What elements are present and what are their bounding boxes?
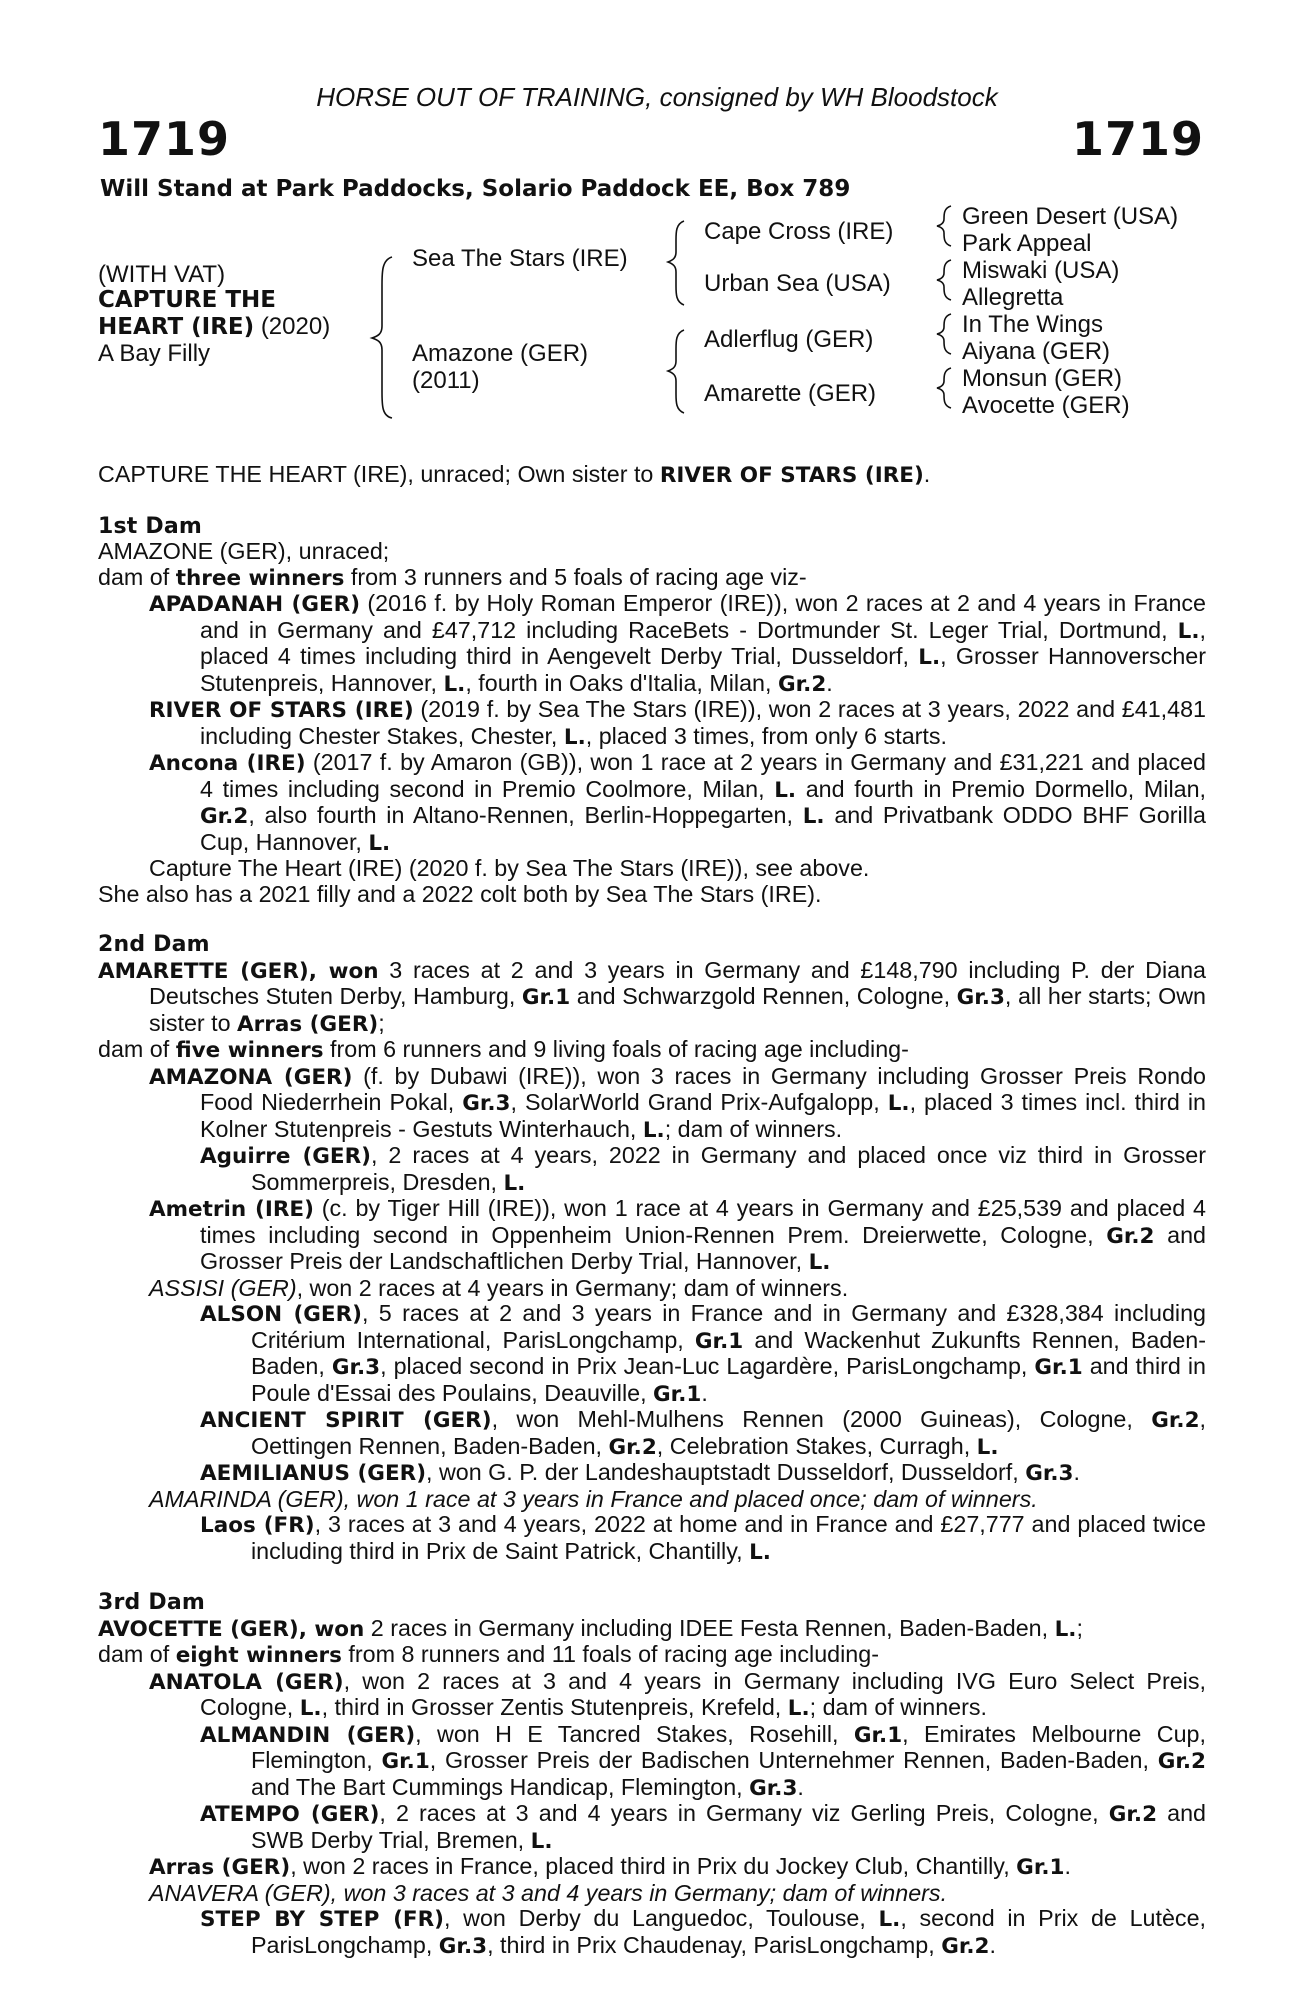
entry-aguirre: Aguirre (GER), 2 races at 4 years, 2022 in Germany and placed once viz third in Grosser Sommerpreis, Dresden, L. — [200, 1142, 1206, 1196]
ancestor-ssd: Park Appeal — [962, 230, 1092, 257]
catalogue-notes — [98, 462, 1206, 1959]
entry-apadanah: APADANAH (GER) (2016 f. by Holy Roman Emperor (IRE)), won 2 races at 2 and 4 years in France and in Germany and £47,712 including RaceBets - Dortmunder St. Leger Trial, Dortmund, L., placed 4 times including third in Aengevelt Derby Trial, Dusseldorf, L., Grosser Hannoverscher Stutenpreis, Hannover, L., fourth in Oaks d'Italia, Milan, Gr.2. — [149, 590, 1207, 697]
first-dam-heading: 1st Dam — [98, 513, 203, 539]
entry-avocette: AVOCETTE (GER), won 2 races in Germany including IDEE Festa Rennen, Baden-Baden, L.; — [98, 1614, 1083, 1642]
intro-end: . — [923, 461, 931, 487]
entry-anavera: ANAVERA (GER), won 3 races at 3 and 4 years in Germany; dam of winners. — [149, 1879, 948, 1906]
brace-urban-sea — [937, 260, 951, 300]
entry-anatola: ANATOLA (GER), won 2 races at 3 and 4 years in Germany including IVG Euro Select Preis, Cologne, L., third in Grosser Zentis Stutenpreis, Krefeld, L.; dam of winners. — [149, 1667, 1206, 1721]
intro-line — [98, 462, 1206, 489]
entry-amazona: AMAZONA (GER) (f. by Dubawi (IRE)), won 3 races in Germany including Grosser Preis Rondo Food Niederrhein Pokal, Gr.3, SolarWorld Grand Prix-Aufgalopp, L., placed 3 times incl. third in Kolner Stutenpreis - Gestuts Winterhauch, L.; dam of winners. — [149, 1062, 1206, 1143]
main-brace — [372, 257, 392, 418]
second-dam-heading: 2nd Dam — [98, 932, 210, 957]
entry-amarette: AMARETTE (GER), won 3 races at 2 and 3 years in Germany and £148,790 including P. der Diana Deutsches Stuten Derby, Hamburg, Gr.1 and Schwarzgold Rennen, Cologne, Gr.3, all her starts; Own sister to Arras (GER); — [98, 956, 1206, 1037]
horse-name-line2-row — [98, 313, 330, 341]
sire-sire: Cape Cross (IRE) — [704, 218, 894, 245]
intro-sister: RIVER OF STARS (IRE) — [659, 463, 924, 488]
entry-laos: Laos (FR), 3 races at 3 and 4 years, 2022 at home and in France and £27,777 and placed twice including third in Prix de Saint Patrick, Chantilly, L. — [200, 1511, 1207, 1565]
entry-step-by-step: STEP BY STEP (FR), won Derby du Languedoc, Toulouse, L., second in Prix de Lutèce, ParisLongchamp, Gr.3, third in Prix Chaudenay, ParisLongchamp, Gr.2. — [200, 1905, 1206, 1959]
first-dam-also: She also has a 2021 filly and a 2022 colt both by Sea The Stars (IRE). — [98, 880, 822, 907]
first-dam-line: AMAZONE (GER), unraced; — [98, 538, 390, 564]
consignment-line: HORSE OUT OF TRAINING, consigned by WH Bloodstock — [316, 82, 998, 112]
brace-amarette — [937, 368, 951, 408]
entry-alson: ALSON (GER), 5 races at 2 and 3 years in France and in Germany and £328,384 including Critérium International, ParisLongchamp, Gr.1 and Wackenhut Zukunfts Rennen, Baden-Baden, Gr.3, placed second in Prix Jean-Luc Lagardère, ParisLongchamp, Gr.1 and third in Poule d'Essai des Poulains, Deauville, Gr.1. — [200, 1300, 1206, 1407]
ancestor-dds: Monsun (GER) — [962, 365, 1123, 392]
second-dam-produce: dam of five winners from 6 runners and 9 living foals of racing age including- — [98, 1036, 909, 1063]
entry-river-of-stars: RIVER OF STARS (IRE) (2019 f. by Sea The Stars (IRE)), won 2 races at 3 years, 2022 and £41,481 including Chester Stakes, Chester, L., placed 3 times, from only 6 starts. — [149, 696, 1206, 750]
sire-brace — [668, 221, 684, 305]
horse-name-line2: HEART (IRE) — [98, 314, 255, 340]
entry-arras: Arras (GER), won 2 races in France, placed third in Prix du Jockey Club, Chantilly, Gr.1. — [149, 1853, 1071, 1880]
dam-dam: Amarette (GER) — [704, 380, 877, 407]
vat-label: (WITH VAT) — [98, 261, 226, 288]
sire-dam: Urban Sea (USA) — [704, 270, 891, 297]
entry-atempo: ATEMPO (GER), 2 races at 3 and 4 years in Germany viz Gerling Preis, Cologne, Gr.2 and SWB Derby Trial, Bremen, L. — [200, 1800, 1207, 1854]
first-dam-produce: dam of three winners from 3 runners and 5 foals of racing age viz- — [98, 563, 807, 591]
stand-location: Will Stand at Park Paddocks, Solario Paddock EE, Box 789 — [100, 176, 851, 202]
ancestor-sds: Miswaki (USA) — [962, 257, 1120, 284]
lot-number-right: 1719 — [1071, 112, 1204, 166]
horse-name-line1: CAPTURE THE — [98, 287, 276, 313]
sire-name: Sea The Stars (IRE) — [412, 245, 628, 272]
entry-ametrin: Ametrin (IRE) (c. by Tiger Hill (IRE)), won 1 race at 4 years in Germany and £25,539 and placed 4 times including second in Oppenheim Union-Rennen Prem. Dreierwette, Cologne, Gr.2 and Grosser Preis der Landschaftlichen Derby Trial, Hannover, L. — [149, 1195, 1206, 1275]
dam-sire: Adlerflug (GER) — [704, 326, 874, 353]
ancestor-sdd: Allegretta — [962, 284, 1064, 311]
third-dam-heading: 3rd Dam — [98, 1590, 205, 1615]
intro-text: CAPTURE THE HEART (IRE), unraced; Own sister to — [98, 461, 660, 487]
ancestor-dss: In The Wings — [962, 311, 1103, 338]
entry-ancient-spirit: ANCIENT SPIRIT (GER), won Mehl-Mulhens Rennen (2000 Guineas), Cologne, Gr.2, Oettingen Rennen, Baden-Baden, Gr.2, Celebration Stakes, Curragh, L. — [200, 1406, 1207, 1460]
dam-year: (2011) — [412, 367, 480, 394]
horse-description: A Bay Filly — [98, 340, 211, 367]
lot-number-left: 1719 — [98, 112, 231, 166]
ancestor-sss: Green Desert (USA) — [962, 203, 1179, 230]
entry-ancona: Ancona (IRE) (2017 f. by Amaron (GB)), won 1 race at 2 years in Germany and £31,221 and placed 4 times including second in Premio Coolmore, Milan, L. and fourth in Premio Dormello, Milan, Gr.2, also fourth in Altano-Rennen, Berlin-Hoppegarten, L. and Privatbank ODDO BHF Gorilla Cup, Hannover, L. — [149, 749, 1206, 856]
ancestor-ddd: Avocette (GER) — [962, 392, 1130, 419]
brace-cape-cross — [937, 206, 951, 246]
third-dam-produce: dam of eight winners from 8 runners and 11 foals of racing age including- — [98, 1641, 879, 1668]
dam-brace — [668, 330, 684, 413]
ancestor-dsd: Aiyana (GER) — [962, 338, 1111, 365]
dam-name: Amazone (GER) — [412, 340, 589, 367]
entry-aemilianus: AEMILIANUS (GER), won G. P. der Landeshauptstadt Dusseldorf, Dusseldorf, Gr.3. — [200, 1459, 1080, 1486]
entry-capture-the-heart: Capture The Heart (IRE) (2020 f. by Sea The Stars (IRE)), see above. — [149, 855, 870, 881]
entry-assisi: ASSISI (GER), won 2 races at 4 years in Germany; dam of winners. — [149, 1274, 849, 1301]
brace-adlerflug — [937, 314, 951, 354]
foaling-year: (2020) — [260, 313, 331, 340]
entry-almandin: ALMANDIN (GER), won H E Tancred Stakes, Rosehill, Gr.1, Emirates Melbourne Cup, Flemington, Gr.1, Grosser Preis der Badischen Unternehmer Rennen, Baden-Baden, Gr.2 and The Bart Cummings Handicap, Flemington, Gr.3. — [200, 1720, 1206, 1801]
entry-amarinda: AMARINDA (GER), won 1 race at 3 years in France and placed once; dam of winners. — [149, 1485, 1038, 1512]
